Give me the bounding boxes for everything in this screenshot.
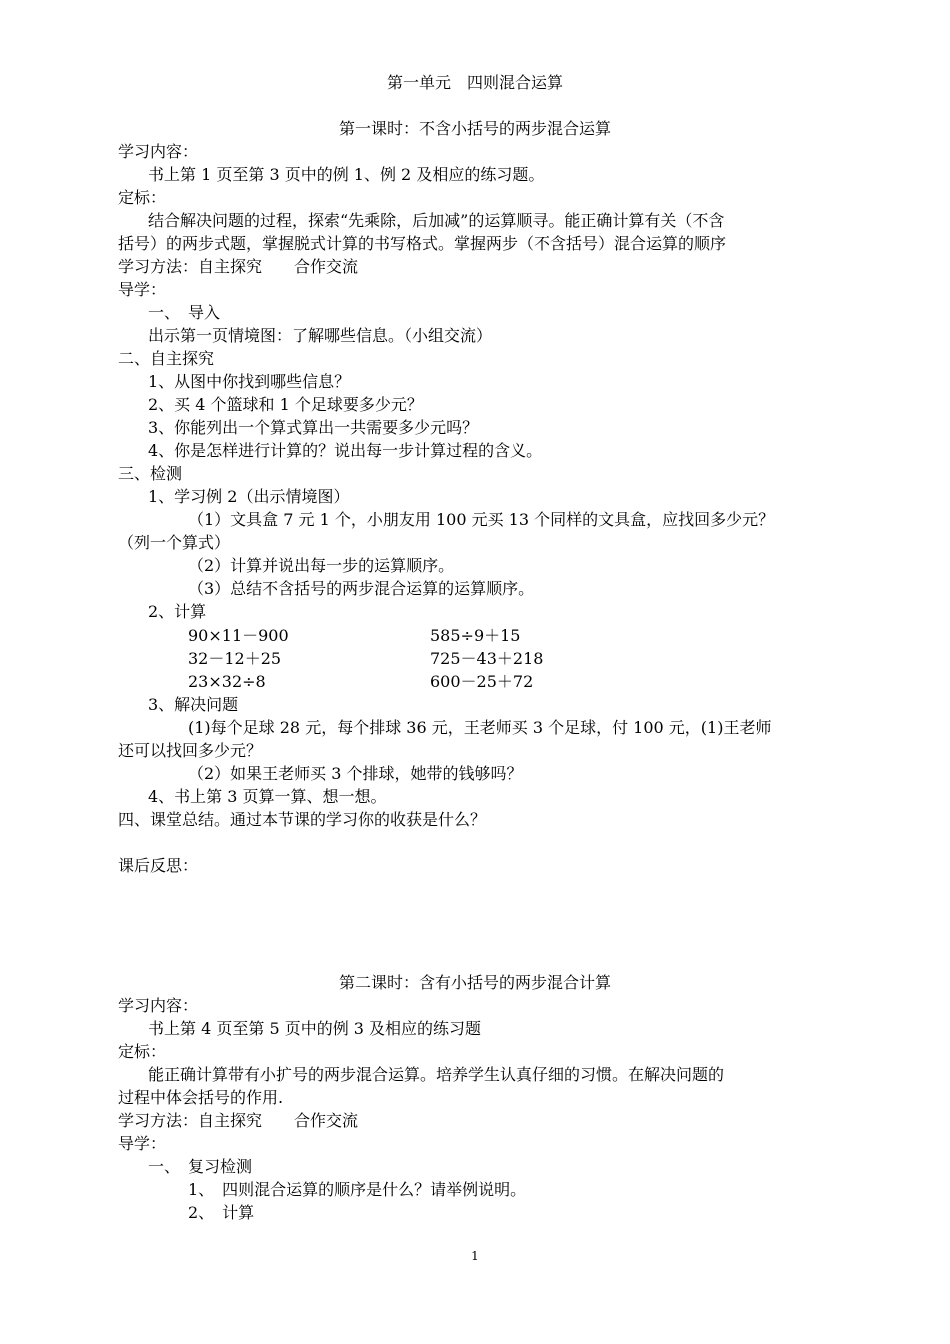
- lesson1-s3-item1-a-line2: （列一个算式）: [118, 533, 231, 552]
- lesson1-s3-item1: 1、学习例 2（出示情境图）: [148, 487, 350, 506]
- lesson1-s2-item: 3、你能列出一个算式算出一共需要多少元吗？: [148, 418, 479, 437]
- lesson1-s2-heading: 二、自主探究: [118, 349, 215, 368]
- lesson1-s2-item: 4、你是怎样进行计算的？说出每一步计算过程的含义。: [148, 441, 543, 460]
- calc-expression: 725－43＋218: [430, 649, 544, 668]
- unit-title: 第一单元 四则混合运算: [386, 73, 563, 92]
- lesson1-s3-item4: 4、书上第 3 页算一算、想一想。: [148, 787, 387, 806]
- lesson1-s1-text: 出示第一页情境图：了解哪些信息。（小组交流）: [148, 326, 493, 345]
- lesson2-content-text: 书上第 4 页至第 5 页中的例 3 及相应的练习题: [148, 1019, 482, 1038]
- lesson1-s3-heading: 三、检测: [118, 464, 183, 483]
- lesson2-s1-item1: 1、 四则混合运算的顺序是什么？请举例说明。: [188, 1180, 527, 1199]
- calc-expression: 90×11－900: [188, 626, 289, 645]
- calc-expression: 23×32÷8: [188, 672, 266, 691]
- lesson1-s2-item: 1、从图中你找到哪些信息？: [148, 372, 351, 391]
- lesson2-goal-label: 定标：: [118, 1042, 167, 1061]
- lesson1-s3-item3-a-line2: 还可以找回多少元？: [118, 741, 263, 760]
- lesson2-s1-item2: 2、 计算: [188, 1203, 255, 1222]
- lesson2-goal-line1: 能正确计算带有小扩号的两步混合运算。培养学生认真仔细的习惯。在解决问题的: [148, 1065, 725, 1084]
- lesson1-method: 学习方法：自主探究 合作交流: [118, 257, 359, 276]
- lesson1-s3-item1-b: （2）计算并说出每一步的运算顺序。: [188, 556, 455, 575]
- lesson1-guide-label: 导学：: [118, 280, 167, 299]
- lesson2-goal-line2: 过程中体会括号的作用.: [118, 1088, 284, 1107]
- lesson1-s4: 四、课堂总结。通过本节课的学习你的收获是什么？: [118, 810, 487, 829]
- lesson1-s1-heading: 一、 导入: [148, 303, 221, 322]
- lesson1-s3-item3-b: （2）如果王老师买 3 个排球，她带的钱够吗？: [188, 764, 523, 783]
- lesson2-guide-label: 导学：: [118, 1134, 167, 1153]
- lesson1-s2-item: 2、买 4 个篮球和 1 个足球要多少元？: [148, 395, 423, 414]
- lesson2-content-label: 学习内容：: [118, 996, 199, 1015]
- lesson2-method: 学习方法：自主探究 合作交流: [118, 1111, 359, 1130]
- calc-expression: 585÷9＋15: [430, 626, 521, 645]
- lesson1-s3-item1-a-line1: （1）文具盒 7 元 1 个，小朋友用 100 元买 13 个同样的文具盒，应找回多少元？: [188, 510, 775, 529]
- lesson1-s3-item1-c: （3）总结不含括号的两步混合运算的运算顺序。: [188, 579, 535, 598]
- lesson1-content-label: 学习内容：: [118, 142, 199, 161]
- lesson1-goal-line1: 结合解决问题的过程，探索“先乘除，后加减”的运算顺寻。能正确计算有关（不含: [148, 211, 725, 230]
- lesson1-s3-item3-a-line1: (1)每个足球 28 元，每个排球 36 元，王老师买 3 个足球，付 100 元，(1)王老师: [188, 718, 772, 737]
- lesson1-s3-item3: 3、解决问题: [148, 695, 239, 714]
- page-number: 1: [471, 1249, 479, 1263]
- lesson1-title: 第一课时：不含小括号的两步混合运算: [338, 119, 611, 138]
- lesson1-goal-line2: 括号）的两步式题，掌握脱式计算的书写格式。掌握两步（不含括号）混合运算的顺序: [118, 234, 727, 253]
- lesson1-reflection: 课后反思：: [118, 856, 199, 875]
- calc-expression: 32－12＋25: [188, 649, 282, 668]
- lesson2-title: 第二课时：含有小括号的两步混合计算: [338, 973, 611, 992]
- lesson2-s1-heading: 一、 复习检测: [148, 1157, 253, 1176]
- lesson1-s3-item2: 2、计算: [148, 602, 207, 621]
- lesson1-goal-label: 定标：: [118, 188, 167, 207]
- lesson1-content-text: 书上第 1 页至第 3 页中的例 1、例 2 及相应的练习题。: [148, 165, 545, 184]
- calc-expression: 600－25＋72: [430, 672, 534, 691]
